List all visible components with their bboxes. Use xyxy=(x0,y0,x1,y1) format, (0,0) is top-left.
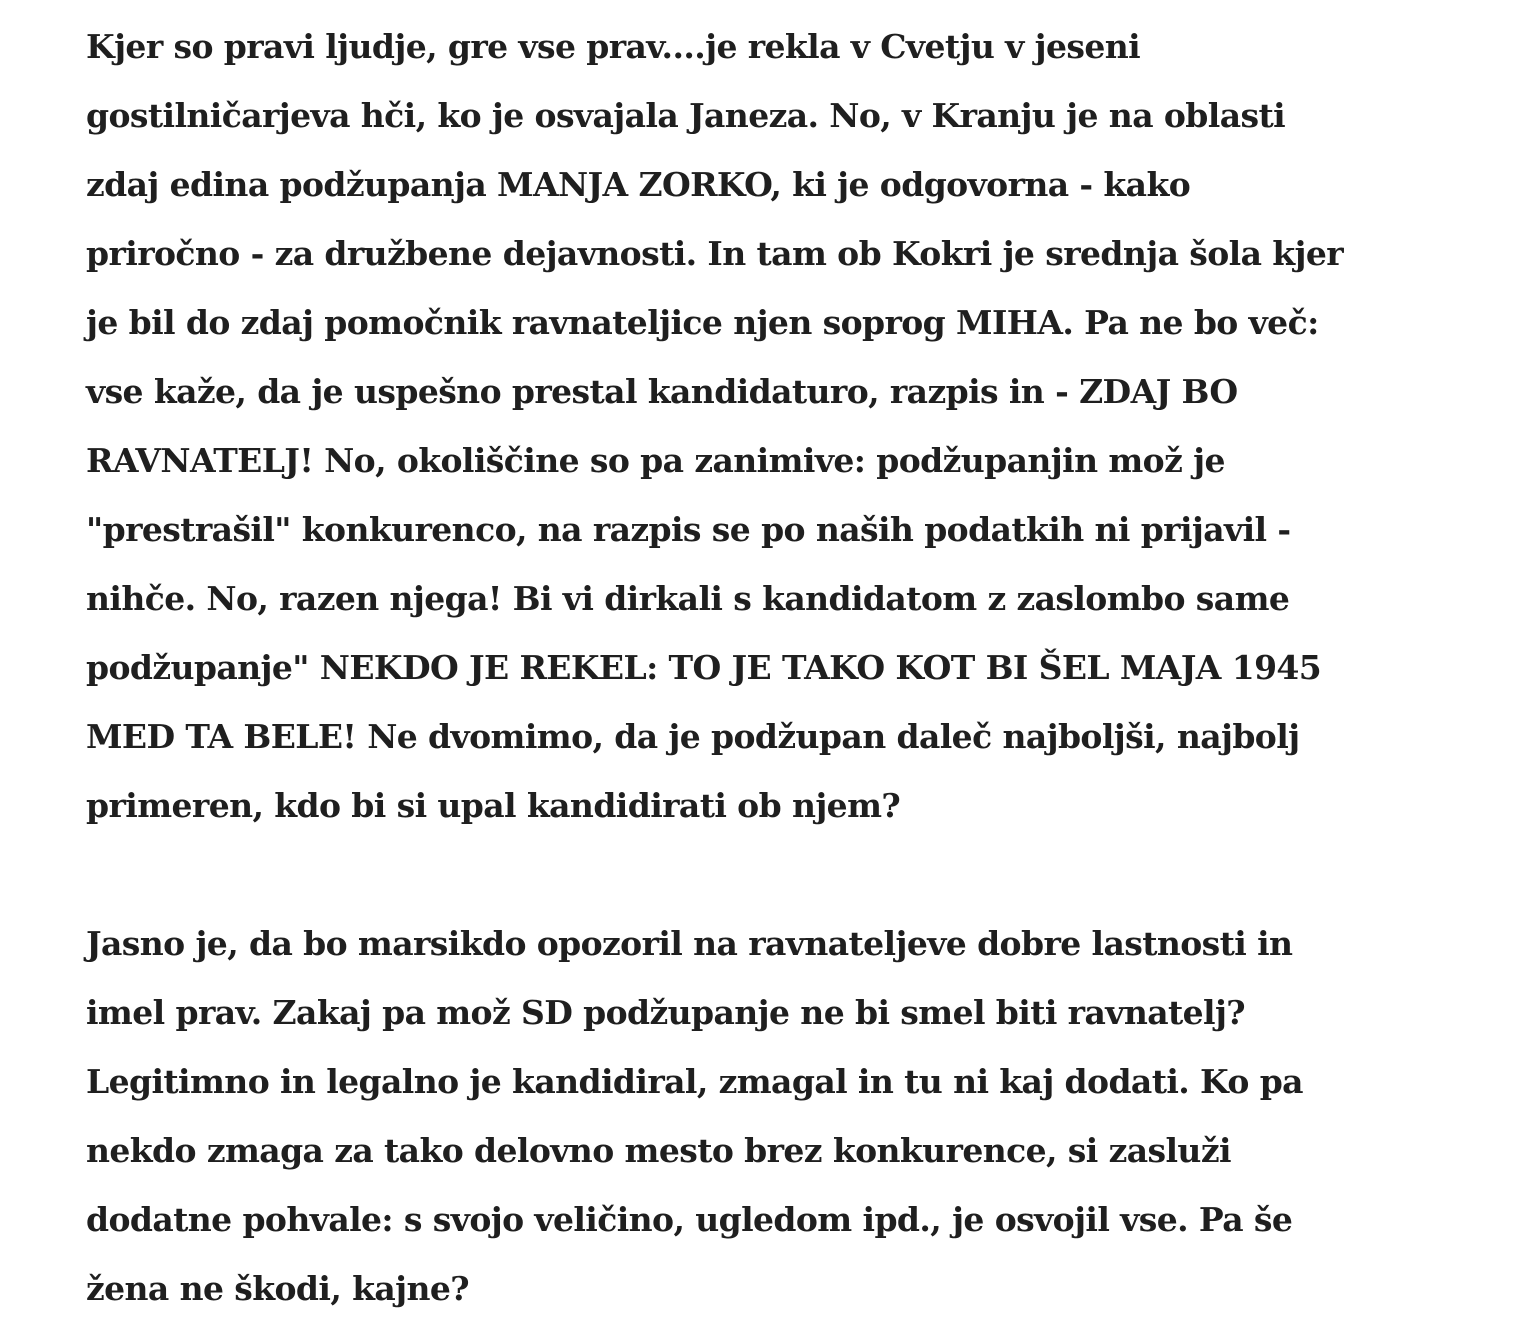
paragraph-1 xyxy=(86,12,1486,840)
text-line: Kjer so pravi ljudje, gre vse prav....je rekla v Cvetju v jeseni xyxy=(86,27,1141,66)
text-line: zdaj edina podžupanja MANJA ZORKO, ki je odgovorna - kako xyxy=(86,165,1191,204)
text-line: je bil do zdaj pomočnik ravnateljice njen soprog MIHA. Pa ne bo več: xyxy=(86,303,1319,342)
text-line: žena ne škodi, kajne? xyxy=(86,1269,470,1308)
text-line: primeren, kdo bi si upal kandidirati ob njem? xyxy=(86,786,901,825)
text-line: priročno - za družbene dejavnosti. In tam ob Kokri je srednja šola kjer xyxy=(86,234,1344,273)
text-line: Jasno je, da bo marsikdo opozoril na ravnateljeve dobre lastnosti in xyxy=(86,924,1293,963)
text-line: nihče. No, razen njega! Bi vi dirkali s kandidatom z zaslombo same xyxy=(86,579,1290,618)
text-line: "prestrašil" konkurenco, na razpis se po naših podatkih ni prijavil - xyxy=(86,510,1291,549)
text-line: imel prav. Zakaj pa mož SD podžupanje ne bi smel biti ravnatelj? xyxy=(86,993,1246,1032)
paragraph-2 xyxy=(86,909,1486,1323)
text-line: dodatne pohvale: s svojo veličino, ugledom ipd., je osvojil vse. Pa še xyxy=(86,1200,1293,1239)
article-body xyxy=(86,12,1486,1323)
text-line: vse kaže, da je uspešno prestal kandidaturo, razpis in - ZDAJ BO xyxy=(86,372,1238,411)
text-line: MED TA BELE! Ne dvomimo, da je podžupan daleč najboljši, najbolj xyxy=(86,717,1300,756)
text-line: Legitimno in legalno je kandidiral, zmagal in tu ni kaj dodati. Ko pa xyxy=(86,1062,1303,1101)
text-line: gostilničarjeva hči, ko je osvajala Janeza. No, v Kranju je na oblasti xyxy=(86,96,1286,135)
text-line: podžupanje" NEKDO JE REKEL: TO JE TAKO KOT BI ŠEL MAJA 1945 xyxy=(86,648,1322,687)
text-line: nekdo zmaga za tako delovno mesto brez konkurence, si zasluži xyxy=(86,1131,1231,1170)
text-line: RAVNATELJ! No, okoliščine so pa zanimive: podžupanjin mož je xyxy=(86,441,1225,480)
